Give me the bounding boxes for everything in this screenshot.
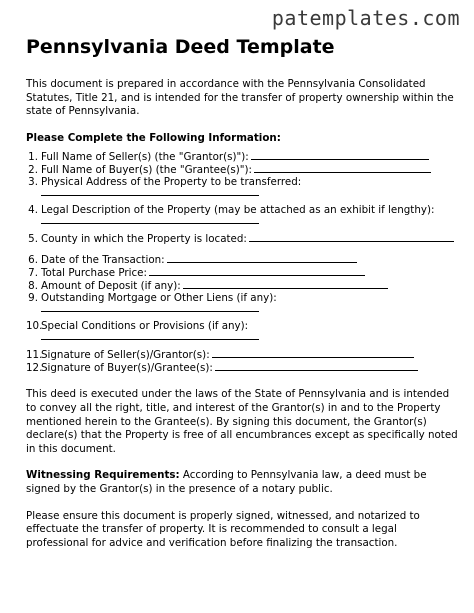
fill-in-blank[interactable] xyxy=(215,361,418,371)
field-item-6 xyxy=(26,253,458,266)
field-label: Full Name of Buyer(s) (the "Grantee(s)"): xyxy=(41,164,252,177)
field-item-3 xyxy=(26,176,458,196)
field-label: Date of the Transaction: xyxy=(41,254,165,267)
fill-in-blank[interactable] xyxy=(167,253,357,263)
fill-in-blank[interactable] xyxy=(254,163,431,173)
watermark-text: patemplates.com xyxy=(271,6,460,30)
field-number: 7. xyxy=(28,267,38,280)
field-item-4 xyxy=(26,204,458,224)
witnessing-text: According to Pennsylvania law, a deed must be signed by the Grantor(s) in the presence of a notary public. xyxy=(26,469,427,495)
intro-paragraph: This document is prepared in accordance with the Pennsylvania Consolidated Statutes, Title 21, and is intended for the transfer of property ownership within the state of Pennsylvania. xyxy=(26,78,454,118)
fill-in-blank[interactable] xyxy=(249,232,454,242)
field-item-1 xyxy=(26,150,458,163)
field-label: Outstanding Mortgage or Other Liens (if any): xyxy=(41,292,277,305)
field-label: Signature of Buyer(s)/Grantee(s): xyxy=(41,362,213,375)
field-item-7 xyxy=(26,266,458,279)
field-number: 8. xyxy=(28,280,38,293)
field-number: 5. xyxy=(28,233,38,246)
document-page xyxy=(26,36,458,563)
document-title: Pennsylvania Deed Template xyxy=(26,36,335,58)
field-item-2 xyxy=(26,163,458,176)
fill-in-blank[interactable] xyxy=(183,279,388,289)
section-heading: Please Complete the Following Information: xyxy=(26,131,281,144)
field-label: Full Name of Seller(s) (the "Grantor(s)"): xyxy=(41,151,249,164)
field-number: 2. xyxy=(28,164,38,177)
fill-in-blank[interactable] xyxy=(41,310,259,312)
field-item-5 xyxy=(26,232,458,245)
field-item-10 xyxy=(26,320,458,340)
field-number: 1. xyxy=(28,151,38,164)
field-number: 6. xyxy=(28,254,38,267)
witnessing-paragraph xyxy=(26,469,458,496)
fill-in-blank[interactable] xyxy=(41,194,259,196)
information-fields-list xyxy=(26,150,458,374)
field-number: 3. xyxy=(28,176,38,189)
field-number: 4. xyxy=(28,204,38,217)
field-label: Signature of Seller(s)/Grantor(s): xyxy=(41,349,210,362)
fill-in-blank[interactable] xyxy=(149,266,365,276)
execution-paragraph: This deed is executed under the laws of the State of Pennsylvania and is intended to convey all the right, title, and interest of the Grantor(s) in and to the Property mentioned herein to the Grantee(s). By signing this document, the Grantor(s) declare(s) that the Property is free of all encumbrances except as specifically noted in this document. xyxy=(26,388,458,455)
field-label: Legal Description of the Property (may be attached as an exhibit if lengthy): xyxy=(41,204,435,217)
field-item-9 xyxy=(26,292,458,312)
field-label: Physical Address of the Property to be transferred: xyxy=(41,176,302,189)
field-item-11 xyxy=(26,348,458,361)
fill-in-blank[interactable] xyxy=(41,338,259,340)
field-number: 10. xyxy=(26,320,43,333)
field-item-12 xyxy=(26,361,458,374)
field-label: County in which the Property is located: xyxy=(41,233,247,246)
field-number: 12. xyxy=(26,362,43,375)
fill-in-blank[interactable] xyxy=(41,222,259,224)
closing-paragraph: Please ensure this document is properly signed, witnessed, and notarized to effectuate the transfer of property. It is recommended to consult a legal professional for advice and verification before finalizing the transaction. xyxy=(26,509,420,549)
fill-in-blank[interactable] xyxy=(251,150,429,160)
field-label: Amount of Deposit (if any): xyxy=(41,280,181,293)
fill-in-blank[interactable] xyxy=(212,348,414,358)
field-label: Special Conditions or Provisions (if any): xyxy=(41,320,249,333)
field-label: Total Purchase Price: xyxy=(41,267,147,280)
field-item-8 xyxy=(26,279,458,292)
witnessing-label: Witnessing Requirements: xyxy=(26,469,180,482)
field-number: 9. xyxy=(28,292,38,305)
field-number: 11. xyxy=(26,349,43,362)
